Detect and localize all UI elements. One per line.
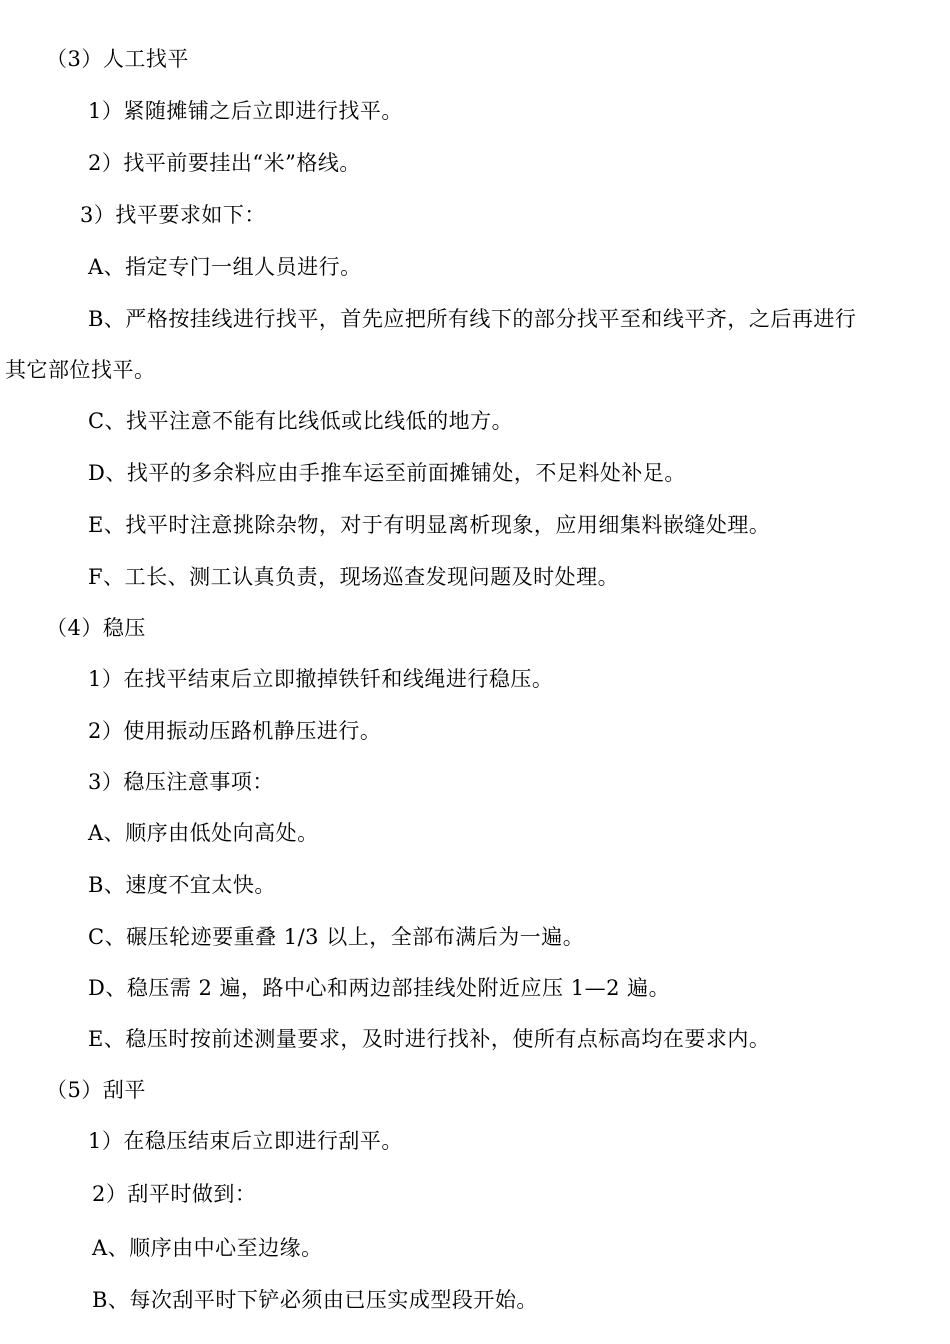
paragraph-line: 1）在稳压结束后立即进行刮平。	[88, 1129, 403, 1153]
paragraph-line: E、找平时注意挑除杂物，对于有明显离析现象，应用细集料嵌缝处理。	[88, 513, 771, 537]
heading-5-scrape-leveling: （5）刮平	[46, 1078, 146, 1102]
paragraph-line: 2）使用振动压路机静压进行。	[88, 719, 382, 743]
paragraph-line: D、稳压需 2 遍，路中心和两边部挂线处附近应压 1—2 遍。	[88, 976, 671, 1000]
paragraph-line: B、每次刮平时下铲必须由已压实成型段开始。	[92, 1288, 538, 1312]
paragraph-line: 3）稳压注意事项：	[88, 770, 274, 794]
paragraph-line: 1）紧随摊铺之后立即进行找平。	[88, 99, 403, 123]
paragraph-line: 2）找平前要挂出“米”格线。	[88, 151, 361, 175]
paragraph-line: E、稳压时按前述测量要求，及时进行找补，使所有点标高均在要求内。	[88, 1027, 771, 1051]
heading-3-manual-leveling: （3）人工找平	[46, 47, 189, 71]
paragraph-line: B、严格按挂线进行找平，首先应把所有线下的部分找平至和线平齐，之后再进行	[88, 307, 857, 331]
heading-4-stabilize-pressing: （4）稳压	[46, 616, 146, 640]
paragraph-line: B、速度不宜太快。	[88, 873, 276, 897]
paragraph-line: F、工长、测工认真负责，现场巡查发现问题及时处理。	[88, 565, 620, 589]
paragraph-line: C、碾压轮迹要重叠 1/3 以上，全部布满后为一遍。	[88, 925, 585, 949]
paragraph-line: 2）刮平时做到：	[92, 1182, 257, 1206]
paragraph-line: A、指定专门一组人员进行。	[88, 255, 362, 279]
paragraph-line: C、找平注意不能有比线低或比线低的地方。	[88, 409, 514, 433]
paragraph-line: 其它部位找平。	[5, 358, 156, 382]
paragraph-line: 3）找平要求如下：	[80, 203, 266, 227]
paragraph-line: A、顺序由低处向高处。	[88, 821, 319, 845]
paragraph-line: D、找平的多余料应由手推车运至前面摊铺处，不足料处补足。	[88, 461, 686, 485]
paragraph-line: 1）在找平结束后立即撤掉铁钎和线绳进行稳压。	[88, 667, 554, 691]
paragraph-line: A、顺序由中心至边缘。	[92, 1236, 323, 1260]
